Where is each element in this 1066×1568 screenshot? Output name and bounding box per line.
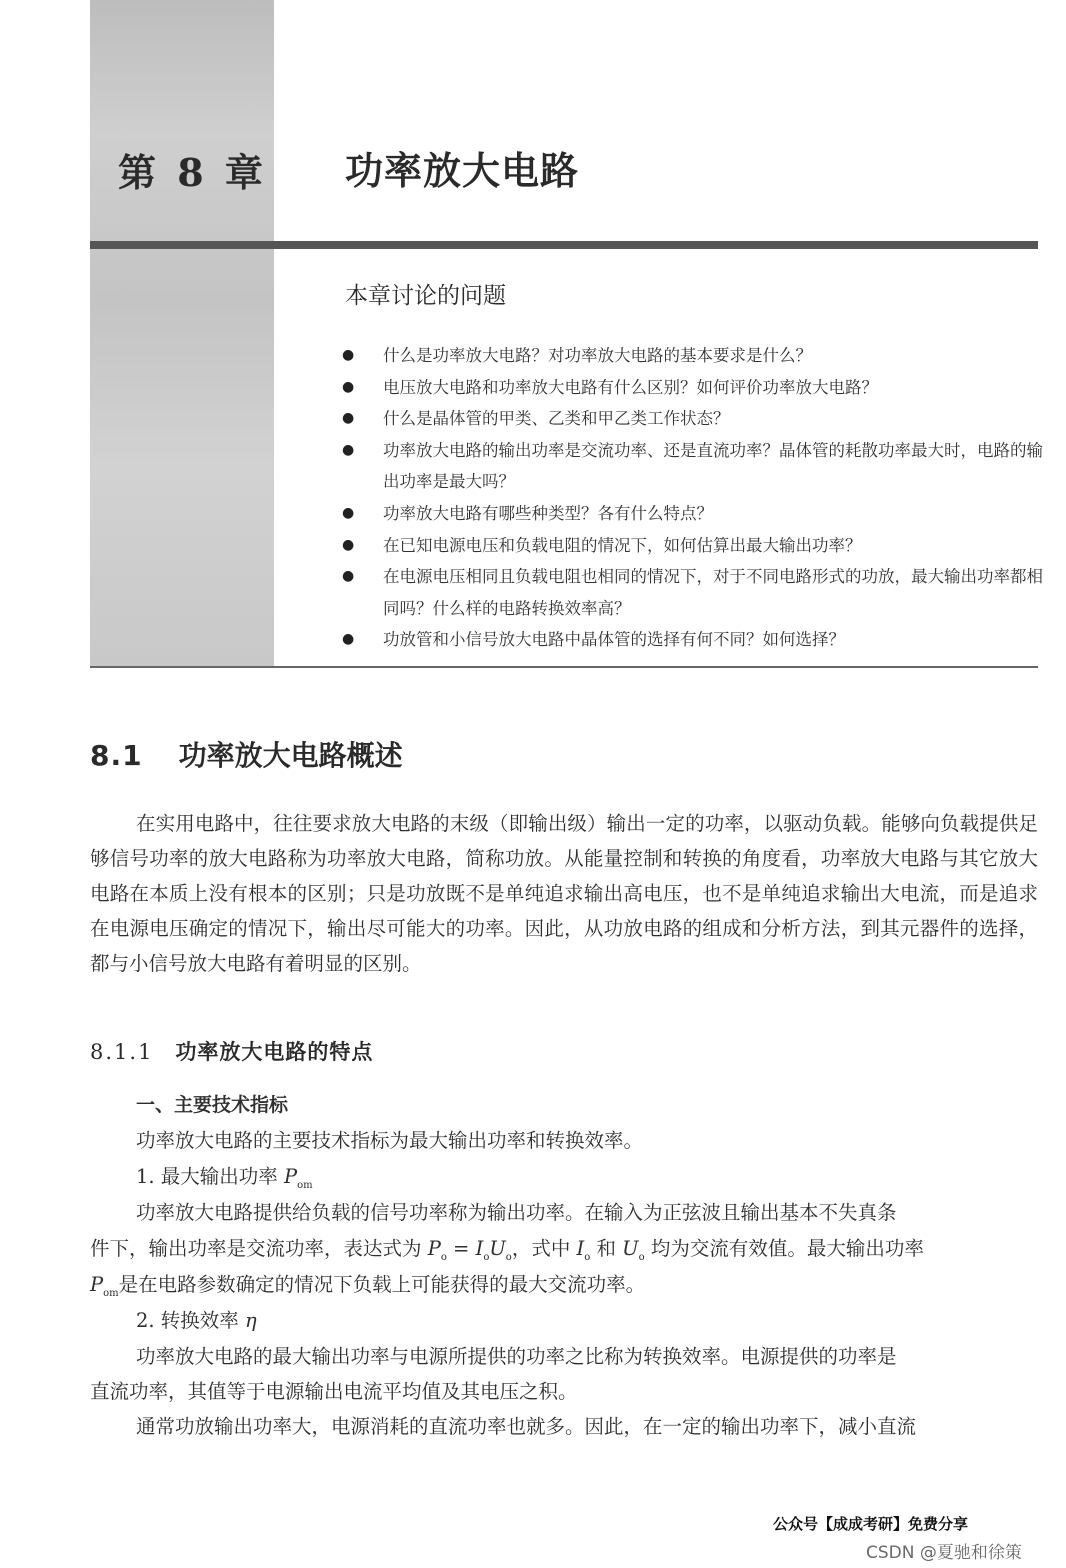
- bullet-icon: ●: [342, 410, 355, 427]
- efficiency-paragraph-line2: 直流功率，其值等于电源输出电流平均值及其电压之积。: [90, 1380, 578, 1403]
- list-item: ● 什么是功率放大电路？对功率放大电路的基本要求是什么？: [338, 340, 1043, 372]
- item-max-output-power: 1. 最大输出功率 $P_{om}$: [136, 1165, 313, 1191]
- bullet-icon: ●: [342, 504, 355, 521]
- issues-bottom-divider: [90, 666, 1038, 668]
- chapter-sidebar-band: [90, 0, 274, 668]
- issues-list: [338, 340, 1043, 656]
- bullet-icon: ●: [342, 378, 355, 395]
- list-item: ● 功率放大电路有哪些种类型？各有什么特点？: [338, 498, 1043, 530]
- bullet-icon: ●: [342, 631, 355, 648]
- subsection-heading: [90, 1036, 373, 1066]
- section-heading: [90, 734, 403, 774]
- list-item: ● 在电源电压相同且负载电阻也相同的情况下，对于不同电路形式的功放，最大输出功率都相同吗？什么样的电路转换效率高？: [338, 561, 1043, 624]
- list-item: ● 功率放大电路的输出功率是交流功率、还是直流功率？晶体管的耗散功率最大时，电路的输出功率是最大吗？: [338, 435, 1043, 498]
- section-title: 功率放大电路概述: [178, 739, 403, 772]
- indicators-intro: 功率放大电路的主要技术指标为最大输出功率和转换效率。: [136, 1129, 644, 1152]
- header-divider: [90, 241, 1038, 249]
- issues-heading: 本章讨论的问题: [345, 283, 506, 309]
- bullet-icon: ●: [342, 347, 355, 363]
- subsection-number: 8.1.1: [90, 1040, 154, 1064]
- output-power-paragraph-line1: 功率放大电路提供给负载的信号功率称为输出功率。在输入为正弦波且输出基本不失真条: [136, 1201, 897, 1224]
- section-paragraph: 在实用电路中，往往要求放大电路的末级（即输出级）输出一定的功率，以驱动负载。能够向负载提供足够信号功率的放大电路称为功率放大电路，简称功放。从能量控制和转换的角度看，功率放大电路与其它放大电路在本质上没有根本的区别；只是功放既不是单纯追求输出高电压，也不是单纯追求输出大电流，而是追求在电源电压确定的情况下，输出尽可能大的功率。因此，从功放电路的组成和分析方法，到其元器件的选择，都与小信号放大电路有着明显的区别。: [90, 812, 1038, 975]
- efficiency-paragraph-line1: 功率放大电路的最大输出功率与电源所提供的功率之比称为转换效率。电源提供的功率是: [136, 1345, 897, 1368]
- csdn-watermark: CSDN @夏驰和徐策: [866, 1543, 1022, 1563]
- list-item: ● 在已知电源电压和负载电阻的情况下，如何估算出最大输出功率？: [338, 530, 1043, 562]
- item-conversion-efficiency: 2. 转换效率 η: [136, 1309, 257, 1332]
- section-number: 8.1: [90, 739, 143, 772]
- indicators-heading: 一、主要技术指标: [136, 1094, 289, 1116]
- output-power-paragraph-line2: 件下，输出功率是交流功率，表达式为 $P_o = I_oU_o$，式中 $I_o$ 和 $U_o$ 均为交流有效值。最大输出功率: [90, 1237, 924, 1263]
- chapter-number: 第 8 章: [118, 150, 267, 195]
- bullet-icon: ●: [342, 568, 355, 585]
- footer-share-text: 公众号【成成考研】免费分享: [773, 1515, 969, 1533]
- list-item: ● 什么是晶体管的甲类、乙类和甲乙类工作状态？: [338, 403, 1043, 435]
- list-item: ● 电压放大电路和功率放大电路有什么区别？如何评价功率放大电路？: [338, 372, 1043, 404]
- bullet-icon: ●: [342, 441, 355, 458]
- output-power-paragraph-line3: $P_{om}$是在电路参数确定的情况下负载上可能获得的最大交流功率。: [90, 1273, 646, 1299]
- subsection-title: 功率放大电路的特点: [175, 1039, 374, 1064]
- bullet-icon: ●: [342, 536, 355, 553]
- list-item: ● 功放管和小信号放大电路中晶体管的选择有何不同？如何选择？: [338, 624, 1043, 656]
- closing-paragraph-line: 通常功放输出功率大，电源消耗的直流功率也就多。因此，在一定的输出功率下，减小直流: [136, 1415, 917, 1438]
- chapter-title: 功率放大电路: [345, 149, 580, 193]
